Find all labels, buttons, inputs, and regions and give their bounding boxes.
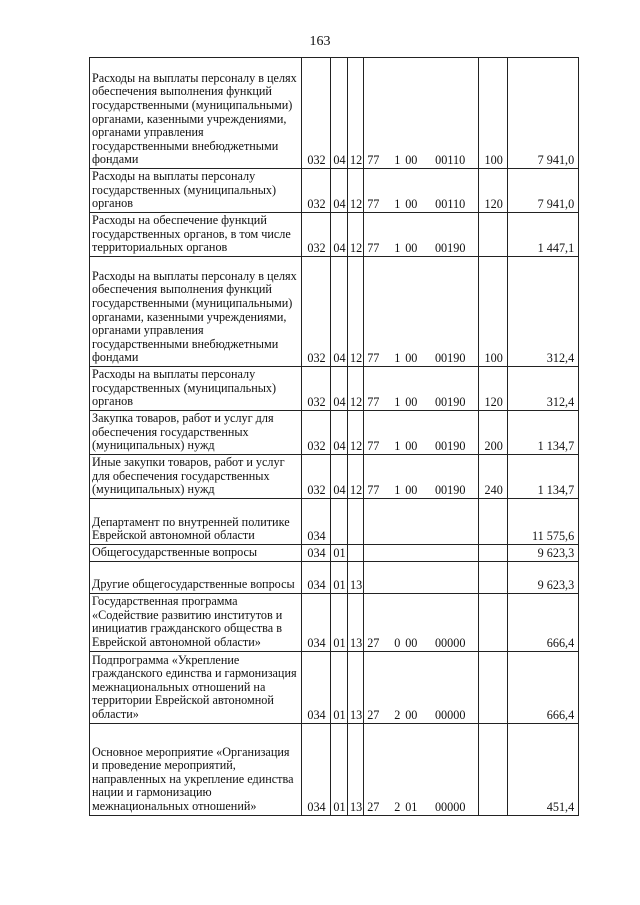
subsection-code-cell: 13 bbox=[348, 561, 364, 593]
target-article-part: 27 bbox=[367, 799, 380, 814]
row-name-cell: Общегосударственные вопросы bbox=[90, 545, 302, 562]
expense-type-cell: 100 bbox=[479, 58, 508, 169]
amount-cell: 312,4 bbox=[508, 257, 579, 367]
section-code-cell: 04 bbox=[331, 257, 348, 367]
target-article-part: 00 bbox=[405, 635, 418, 650]
amount-cell: 666,4 bbox=[508, 651, 579, 723]
ministry-code-cell: 034 bbox=[302, 593, 331, 651]
target-article-part: 01 bbox=[405, 799, 418, 814]
target-article-cell bbox=[364, 561, 479, 593]
section-code-cell: 04 bbox=[331, 58, 348, 169]
amount-cell: 666,4 bbox=[508, 593, 579, 651]
section-code-cell: 04 bbox=[331, 411, 348, 455]
amount-cell: 1 447,1 bbox=[508, 213, 579, 257]
target-article-part: 77 bbox=[367, 439, 380, 453]
ministry-code-cell: 032 bbox=[302, 169, 331, 213]
target-article-part: 1 bbox=[394, 395, 401, 409]
amount-cell: 451,4 bbox=[508, 723, 579, 815]
section-code-cell: 04 bbox=[331, 455, 348, 499]
expense-type-cell: 120 bbox=[479, 169, 508, 213]
target-article-part: 00000 bbox=[434, 799, 466, 814]
subsection-code-cell: 12 bbox=[348, 367, 364, 411]
target-article-part: 00110 bbox=[435, 197, 466, 211]
ministry-code-cell: 032 bbox=[302, 455, 331, 499]
table-row bbox=[90, 455, 579, 499]
section-code-cell: 01 bbox=[331, 561, 348, 593]
subsection-code-cell: 13 bbox=[348, 593, 364, 651]
section-code-cell: 01 bbox=[331, 593, 348, 651]
table-row bbox=[90, 367, 579, 411]
expense-type-cell: 240 bbox=[479, 455, 508, 499]
section-code-cell: 01 bbox=[331, 545, 348, 562]
expense-type-cell bbox=[479, 593, 508, 651]
table-row bbox=[90, 561, 579, 593]
target-article-cell bbox=[364, 723, 479, 815]
target-article-part: 27 bbox=[367, 707, 380, 722]
table-row bbox=[90, 169, 579, 213]
row-name-cell: Закупка товаров, работ и услуг для обеспечения государственных (муниципальных) нужд bbox=[90, 411, 302, 455]
subsection-code-cell: 12 bbox=[348, 455, 364, 499]
row-name-cell: Расходы на выплаты персоналу государственных (муниципальных) органов bbox=[90, 367, 302, 411]
expense-type-cell bbox=[479, 545, 508, 562]
row-name-cell: Основное мероприятие «Организация и проведение мероприятий, направленных на укрепление единства нации и гармонизацию межнациональных отношений» bbox=[90, 723, 302, 815]
table-row bbox=[90, 499, 579, 545]
row-name-cell: Расходы на выплаты персоналу в целях обеспечения выполнения функций государственными (муниципальными) органами, казенными учреждениями, органами управления государственными внебюджетными фондами bbox=[90, 257, 302, 367]
expense-type-cell: 120 bbox=[479, 367, 508, 411]
row-name-cell: Расходы на выплаты персоналу в целях обеспечения выполнения функций государственными (муниципальными) органами, казенными учреждениями, органами управления государственными внебюджетными фондами bbox=[90, 58, 302, 169]
ministry-code-cell: 032 bbox=[302, 367, 331, 411]
subsection-code-cell: 12 bbox=[348, 58, 364, 169]
ministry-code-cell: 034 bbox=[302, 651, 331, 723]
table-row bbox=[90, 593, 579, 651]
row-name-cell: Подпрограмма «Укрепление гражданского единства и гармонизация межнациональных отношений на территории Еврейской автономной области» bbox=[90, 651, 302, 723]
budget-table bbox=[89, 57, 579, 816]
row-name-cell: Государственная программа «Содействие развитию институтов и инициатив гражданского общества в Еврейской автономной области» bbox=[90, 593, 302, 651]
subsection-code-cell: 12 bbox=[348, 213, 364, 257]
row-name-cell: Расходы на выплаты персоналу государственных (муниципальных) органов bbox=[90, 169, 302, 213]
ministry-code-cell: 032 bbox=[302, 58, 331, 169]
row-name-cell: Департамент по внутренней политике Еврейской автономной области bbox=[90, 499, 302, 545]
target-article-part: 77 bbox=[367, 153, 380, 167]
target-article-cell bbox=[364, 593, 479, 651]
target-article-part: 00 bbox=[405, 153, 418, 167]
section-code-cell: 04 bbox=[331, 367, 348, 411]
target-article-part: 2 bbox=[394, 707, 401, 722]
target-article-part: 00110 bbox=[435, 153, 466, 167]
target-article-part: 77 bbox=[367, 351, 380, 365]
target-article-part: 1 bbox=[394, 241, 401, 255]
expense-type-cell bbox=[479, 499, 508, 545]
target-article-cell bbox=[364, 545, 479, 562]
target-article-part: 00 bbox=[405, 707, 418, 722]
target-article-part: 00 bbox=[405, 197, 418, 211]
table-row bbox=[90, 213, 579, 257]
ministry-code-cell: 034 bbox=[302, 723, 331, 815]
amount-cell: 312,4 bbox=[508, 367, 579, 411]
subsection-code-cell bbox=[348, 545, 364, 562]
row-name-cell: Расходы на обеспечение функций государственных органов, в том числе территориальных органов bbox=[90, 213, 302, 257]
table-row bbox=[90, 411, 579, 455]
expense-type-cell: 200 bbox=[479, 411, 508, 455]
target-article-part: 00190 bbox=[434, 483, 466, 497]
subsection-code-cell: 13 bbox=[348, 651, 364, 723]
target-article-part: 1 bbox=[394, 483, 401, 497]
target-article-part: 1 bbox=[394, 351, 401, 365]
expense-type-cell bbox=[479, 213, 508, 257]
expense-type-cell bbox=[479, 723, 508, 815]
target-article-cell bbox=[364, 499, 479, 545]
ministry-code-cell: 034 bbox=[302, 499, 331, 545]
budget-table-body bbox=[90, 58, 579, 816]
subsection-code-cell: 12 bbox=[348, 169, 364, 213]
target-article-part: 00 bbox=[405, 395, 418, 409]
ministry-code-cell: 032 bbox=[302, 257, 331, 367]
section-code-cell bbox=[331, 499, 348, 545]
target-article-part: 00 bbox=[405, 241, 418, 255]
ministry-code-cell: 034 bbox=[302, 561, 331, 593]
target-article-part: 1 bbox=[394, 153, 401, 167]
target-article-part: 77 bbox=[367, 395, 380, 409]
target-article-cell bbox=[364, 651, 479, 723]
target-article-part: 00190 bbox=[434, 395, 466, 409]
target-article-part: 00190 bbox=[434, 351, 466, 365]
target-article-cell bbox=[364, 411, 479, 455]
amount-cell: 1 134,7 bbox=[508, 455, 579, 499]
table-row bbox=[90, 257, 579, 367]
subsection-code-cell bbox=[348, 499, 364, 545]
target-article-cell bbox=[364, 169, 479, 213]
subsection-code-cell: 12 bbox=[348, 411, 364, 455]
target-article-part: 0 bbox=[394, 635, 401, 650]
target-article-part: 2 bbox=[394, 799, 401, 814]
ministry-code-cell: 034 bbox=[302, 545, 331, 562]
ministry-code-cell: 032 bbox=[302, 411, 331, 455]
target-article-part: 00000 bbox=[434, 707, 466, 722]
target-article-cell bbox=[364, 213, 479, 257]
target-article-cell bbox=[364, 257, 479, 367]
page-number: 163 bbox=[309, 34, 331, 49]
target-article-part: 1 bbox=[394, 439, 401, 453]
expense-type-cell: 100 bbox=[479, 257, 508, 367]
target-article-part: 00 bbox=[405, 351, 418, 365]
target-article-part: 77 bbox=[367, 241, 380, 255]
target-article-part: 00190 bbox=[434, 241, 466, 255]
row-name-cell: Иные закупки товаров, работ и услуг для обеспечения государственных (муниципальных) нужд bbox=[90, 455, 302, 499]
amount-cell: 9 623,3 bbox=[508, 545, 579, 562]
expense-type-cell bbox=[479, 561, 508, 593]
section-code-cell: 01 bbox=[331, 723, 348, 815]
table-row bbox=[90, 723, 579, 815]
target-article-part: 77 bbox=[367, 483, 380, 497]
section-code-cell: 04 bbox=[331, 169, 348, 213]
table-row bbox=[90, 545, 579, 562]
expense-type-cell bbox=[479, 651, 508, 723]
amount-cell: 9 623,3 bbox=[508, 561, 579, 593]
table-row bbox=[90, 58, 579, 169]
target-article-part: 00190 bbox=[434, 439, 466, 453]
table-row bbox=[90, 651, 579, 723]
amount-cell: 11 575,6 bbox=[508, 499, 579, 545]
ministry-code-cell: 032 bbox=[302, 213, 331, 257]
subsection-code-cell: 13 bbox=[348, 723, 364, 815]
subsection-code-cell: 12 bbox=[348, 257, 364, 367]
target-article-part: 27 bbox=[367, 635, 380, 650]
target-article-cell bbox=[364, 455, 479, 499]
target-article-part: 1 bbox=[394, 197, 401, 211]
target-article-cell bbox=[364, 58, 479, 169]
section-code-cell: 01 bbox=[331, 651, 348, 723]
section-code-cell: 04 bbox=[331, 213, 348, 257]
amount-cell: 1 134,7 bbox=[508, 411, 579, 455]
target-article-part: 00 bbox=[405, 439, 418, 453]
target-article-part: 00000 bbox=[434, 635, 466, 650]
row-name-cell: Другие общегосударственные вопросы bbox=[90, 561, 302, 593]
target-article-cell bbox=[364, 367, 479, 411]
target-article-part: 00 bbox=[405, 483, 418, 497]
amount-cell: 7 941,0 bbox=[508, 58, 579, 169]
amount-cell: 7 941,0 bbox=[508, 169, 579, 213]
target-article-part: 77 bbox=[367, 197, 380, 211]
